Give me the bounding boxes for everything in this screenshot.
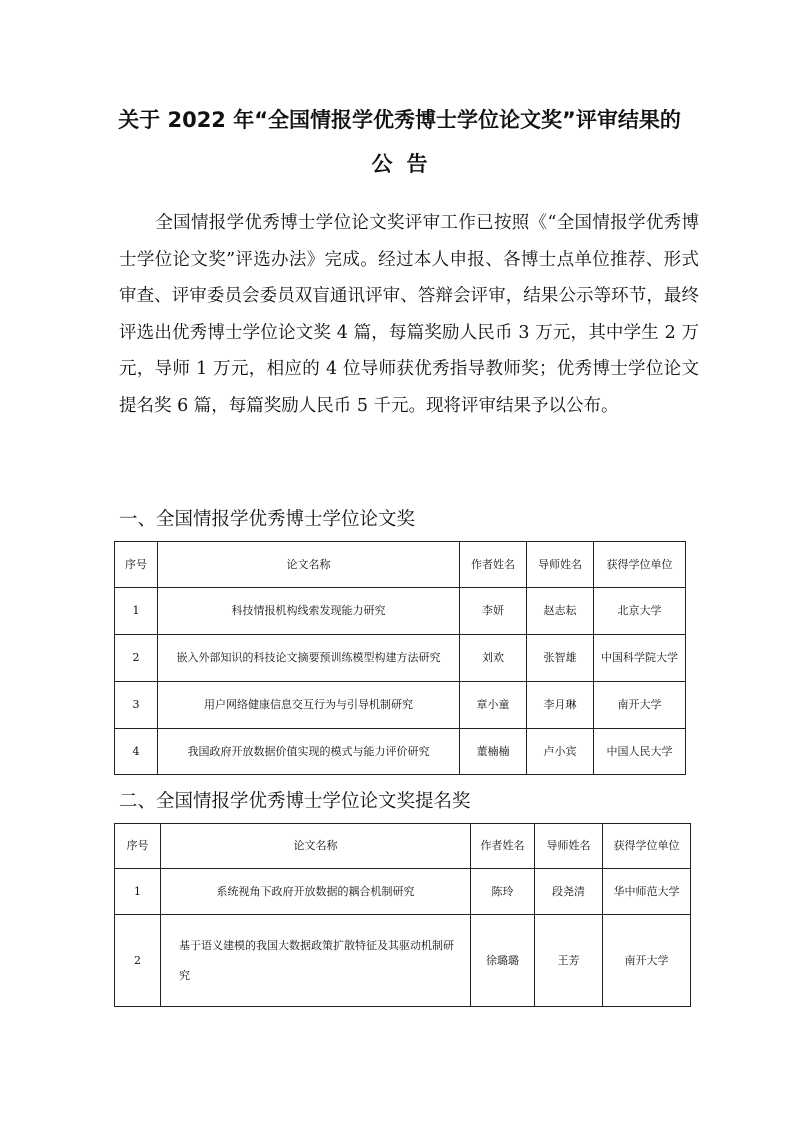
table-row: [115, 729, 686, 775]
section-heading-nominations: 二、全国情报学优秀博士学位论文奖提名奖: [119, 791, 471, 812]
header-cell: 序号: [115, 824, 161, 869]
table-row: [115, 682, 686, 729]
author-name: 章小童: [460, 682, 527, 729]
section-heading-awards: 一、全国情报学优秀博士学位论文奖: [119, 509, 416, 530]
body-paragraph-text: 全国情报学优秀博士学位论文奖评审工作已按照《“全国情报学优秀博士学位论文奖”评选办法》完成。经过本人申报、各博士点单位推荐、形式审查、评审委员会委员双盲通讯评审、答辩会评审，结果公示等环节，最终评选出优秀博士学位论文奖 4 篇，每篇奖励人民币 3 万元，其中学生 2 万元，导师 1 万元，相应的 4 位导师获优秀指导教师奖；优秀博士学位论文提名奖 6 篇，每篇奖励人民币 5 千元。现将评审结果予以公布。: [119, 213, 699, 416]
thesis-title: 嵌入外部知识的科技论文摘要预训练模型构建方法研究: [158, 635, 460, 682]
header-cell: 论文名称: [158, 542, 460, 588]
author-name: 刘欢: [460, 635, 527, 682]
advisor-name: 李月琳: [527, 682, 594, 729]
degree-institution: 北京大学: [594, 588, 686, 635]
row-number: 3: [115, 682, 158, 729]
degree-institution: 中国人民大学: [594, 729, 686, 775]
document-title: 关于 2022 年“全国情报学优秀博士学位论文奖”评审结果的: [118, 108, 681, 132]
degree-institution: 华中师范大学: [603, 869, 691, 915]
awards-table: [114, 541, 686, 775]
thesis-title: 我国政府开放数据价值实现的模式与能力评价研究: [158, 729, 460, 775]
degree-institution: 中国科学院大学: [594, 635, 686, 682]
header-cell: 序号: [115, 542, 158, 588]
table-header-row: [115, 824, 691, 869]
degree-institution: 南开大学: [594, 682, 686, 729]
document-title-line2: 公告: [371, 152, 442, 176]
table-header-row: [115, 542, 686, 588]
degree-institution: 南开大学: [603, 915, 691, 1007]
header-cell: 论文名称: [161, 824, 471, 869]
table-row: [115, 869, 691, 915]
thesis-title: 系统视角下政府开放数据的耦合机制研究: [161, 869, 471, 915]
header-cell: 导师姓名: [535, 824, 603, 869]
advisor-name: 赵志耘: [527, 588, 594, 635]
advisor-name: 王芳: [535, 915, 603, 1007]
thesis-title: 科技情报机构线索发现能力研究: [158, 588, 460, 635]
thesis-title: 用户网络健康信息交互行为与引导机制研究: [158, 682, 460, 729]
header-cell: 作者姓名: [460, 542, 527, 588]
row-number: 1: [115, 869, 161, 915]
header-cell: 导师姓名: [527, 542, 594, 588]
table-row: [115, 635, 686, 682]
table-row: [115, 588, 686, 635]
row-number: 2: [115, 635, 158, 682]
body-paragraph: [119, 205, 699, 424]
header-cell: 获得学位单位: [594, 542, 686, 588]
row-number: 1: [115, 588, 158, 635]
advisor-name: 卢小宾: [527, 729, 594, 775]
author-name: 董楠楠: [460, 729, 527, 775]
advisor-name: 张智雄: [527, 635, 594, 682]
author-name: 陈玲: [471, 869, 535, 915]
header-cell: 获得学位单位: [603, 824, 691, 869]
table-row: [115, 915, 691, 1007]
nominations-table: [114, 823, 691, 1007]
header-cell: 作者姓名: [471, 824, 535, 869]
author-name: 李妍: [460, 588, 527, 635]
row-number: 2: [115, 915, 161, 1007]
advisor-name: 段尧清: [535, 869, 603, 915]
author-name: 徐璐璐: [471, 915, 535, 1007]
row-number: 4: [115, 729, 158, 775]
thesis-title: 基于语义建模的我国大数据政策扩散特征及其驱动机制研究: [161, 915, 471, 1007]
